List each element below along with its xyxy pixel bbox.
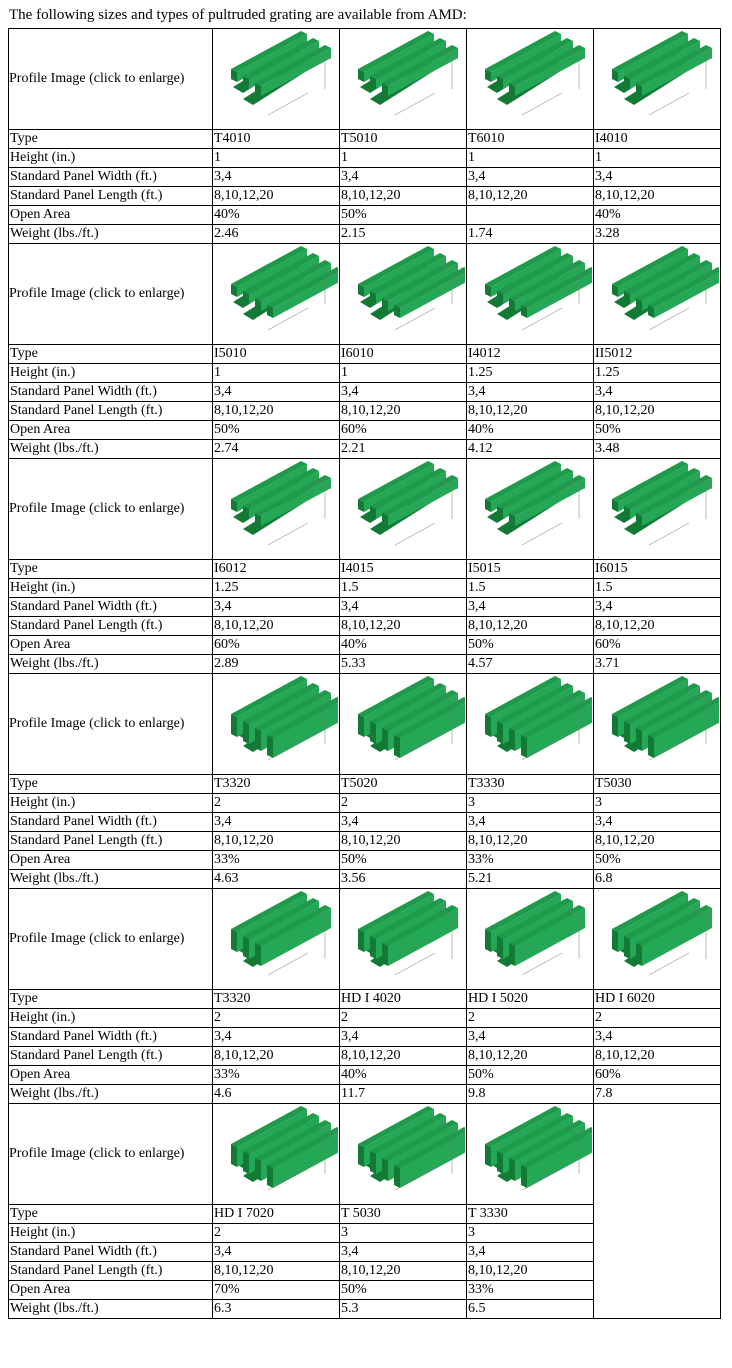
spec-cell-length: 8,10,12,20 — [594, 832, 721, 851]
profile-image-row — [9, 1104, 721, 1205]
spec-cell-weight: 11.7 — [340, 1085, 467, 1104]
row-label-width: Standard Panel Width (ft.) — [9, 168, 213, 187]
row-label-weight: Weight (lbs./ft.) — [9, 1300, 213, 1319]
spec-cell-width: 3,4 — [467, 813, 594, 832]
spec-cell-type: T 5030 — [340, 1205, 467, 1224]
spec-cell-weight: 4.57 — [467, 655, 594, 674]
grating-profile-icon — [213, 244, 338, 344]
profile-image-link[interactable] — [594, 244, 719, 344]
grating-profile-icon — [213, 29, 338, 129]
spec-row-weight — [9, 1085, 721, 1104]
profile-image-link[interactable] — [467, 674, 592, 774]
spec-row-weight — [9, 225, 721, 244]
profile-image-cell — [467, 244, 594, 345]
profile-image-cell — [340, 889, 467, 990]
spec-row-width — [9, 1028, 721, 1047]
spec-cell-open: 40% — [213, 206, 340, 225]
profile-image-link[interactable] — [467, 1104, 592, 1204]
spec-cell-height: 1 — [340, 149, 467, 168]
spec-cell-width: 3,4 — [467, 168, 594, 187]
spec-row-type — [9, 990, 721, 1009]
spec-row-length — [9, 617, 721, 636]
row-label-type: Type — [9, 130, 213, 149]
spec-cell-open: 50% — [340, 851, 467, 870]
spec-cell-open: 60% — [213, 636, 340, 655]
row-label-open: Open Area — [9, 1281, 213, 1300]
row-label-height: Height (in.) — [9, 1224, 213, 1243]
spec-cell-open: 40% — [467, 421, 594, 440]
spec-cell-weight: 6.3 — [213, 1300, 340, 1319]
spec-cell-length: 8,10,12,20 — [467, 1262, 594, 1281]
spec-cell-height: 2 — [340, 794, 467, 813]
row-label-length: Standard Panel Length (ft.) — [9, 617, 213, 636]
grating-profile-icon — [340, 889, 465, 989]
spec-cell-open: 33% — [467, 851, 594, 870]
profile-image-link[interactable] — [340, 29, 465, 129]
profile-image-cell — [594, 244, 721, 345]
spec-row-type — [9, 130, 721, 149]
spec-cell-height: 2 — [594, 1009, 721, 1028]
row-label-type: Type — [9, 990, 213, 1009]
grating-profile-icon — [340, 674, 465, 774]
spec-cell-open: 50% — [340, 206, 467, 225]
profile-image-link[interactable] — [213, 459, 338, 559]
empty-cell — [594, 1104, 721, 1319]
spec-cell-weight: 2.15 — [340, 225, 467, 244]
profile-image-row — [9, 889, 721, 990]
spec-cell-width: 3,4 — [340, 1028, 467, 1047]
profile-image-cell — [213, 244, 340, 345]
spec-row-open — [9, 421, 721, 440]
profile-image-cell — [594, 459, 721, 560]
spec-cell-type: I4015 — [340, 560, 467, 579]
row-label-open: Open Area — [9, 636, 213, 655]
profile-image-cell — [213, 29, 340, 130]
spec-cell-weight: 4.6 — [213, 1085, 340, 1104]
spec-row-weight — [9, 440, 721, 459]
spec-cell-width: 3,4 — [213, 383, 340, 402]
spec-cell-width: 3,4 — [467, 1243, 594, 1262]
profile-image-link[interactable] — [467, 459, 592, 559]
spec-row-length — [9, 1047, 721, 1066]
spec-cell-height: 1 — [213, 149, 340, 168]
profile-image-link[interactable] — [340, 244, 465, 344]
row-label-length: Standard Panel Length (ft.) — [9, 1262, 213, 1281]
row-label-open: Open Area — [9, 1066, 213, 1085]
profile-image-cell — [340, 674, 467, 775]
grating-profile-icon — [467, 244, 592, 344]
spec-cell-width: 3,4 — [340, 813, 467, 832]
spec-cell-weight: 4.12 — [467, 440, 594, 459]
spec-row-width — [9, 383, 721, 402]
spec-row-height — [9, 1009, 721, 1028]
spec-cell-height: 1 — [594, 149, 721, 168]
spec-cell-type: I5015 — [467, 560, 594, 579]
row-label-profile: Profile Image (click to enlarge) — [9, 244, 213, 345]
row-label-width: Standard Panel Width (ft.) — [9, 1243, 213, 1262]
profile-image-cell — [594, 674, 721, 775]
profile-image-cell — [340, 459, 467, 560]
grating-profile-icon — [340, 1104, 465, 1204]
row-label-profile: Profile Image (click to enlarge) — [9, 674, 213, 775]
grating-profile-icon — [467, 674, 592, 774]
spec-cell-open — [467, 206, 594, 225]
row-label-length: Standard Panel Length (ft.) — [9, 402, 213, 421]
spec-cell-length: 8,10,12,20 — [340, 187, 467, 206]
row-label-profile: Profile Image (click to enlarge) — [9, 1104, 213, 1205]
spec-cell-open: 33% — [213, 851, 340, 870]
spec-row-width — [9, 168, 721, 187]
spec-cell-open: 40% — [340, 1066, 467, 1085]
spec-cell-weight: 2.89 — [213, 655, 340, 674]
spec-cell-open: 33% — [213, 1066, 340, 1085]
profile-image-cell — [213, 889, 340, 990]
grating-profile-icon — [467, 1104, 592, 1204]
spec-cell-length: 8,10,12,20 — [213, 1047, 340, 1066]
spec-cell-height: 3 — [467, 1224, 594, 1243]
spec-row-type — [9, 560, 721, 579]
spec-cell-weight: 6.8 — [594, 870, 721, 889]
spec-cell-open: 50% — [594, 851, 721, 870]
spec-cell-open: 60% — [594, 636, 721, 655]
spec-cell-open: 40% — [340, 636, 467, 655]
spec-cell-height: 1 — [213, 364, 340, 383]
spec-cell-type: I5010 — [213, 345, 340, 364]
row-label-height: Height (in.) — [9, 794, 213, 813]
spec-cell-width: 3,4 — [213, 168, 340, 187]
row-label-weight: Weight (lbs./ft.) — [9, 655, 213, 674]
spec-cell-type: I4012 — [467, 345, 594, 364]
spec-cell-height: 2 — [213, 794, 340, 813]
spec-row-open — [9, 636, 721, 655]
spec-cell-open: 50% — [213, 421, 340, 440]
spec-cell-height: 3 — [467, 794, 594, 813]
spec-cell-width: 3,4 — [340, 168, 467, 187]
grating-profile-icon — [340, 29, 465, 129]
spec-cell-width: 3,4 — [213, 1028, 340, 1047]
profile-image-cell — [213, 674, 340, 775]
profile-image-cell — [594, 889, 721, 990]
spec-cell-width: 3,4 — [340, 383, 467, 402]
spec-cell-width: 3,4 — [594, 598, 721, 617]
spec-cell-width: 3,4 — [594, 1028, 721, 1047]
grating-profile-icon — [340, 244, 465, 344]
row-label-profile: Profile Image (click to enlarge) — [9, 889, 213, 990]
spec-row-height — [9, 794, 721, 813]
spec-cell-type: I6010 — [340, 345, 467, 364]
spec-cell-length: 8,10,12,20 — [467, 1047, 594, 1066]
spec-cell-open: 50% — [467, 1066, 594, 1085]
spec-cell-width: 3,4 — [594, 813, 721, 832]
profile-image-cell — [467, 29, 594, 130]
profile-image-link[interactable] — [213, 1104, 338, 1204]
spec-cell-weight: 2.74 — [213, 440, 340, 459]
spec-cell-type: T3320 — [213, 990, 340, 1009]
spec-cell-height: 2 — [467, 1009, 594, 1028]
row-label-weight: Weight (lbs./ft.) — [9, 1085, 213, 1104]
profile-image-cell — [340, 29, 467, 130]
spec-cell-length: 8,10,12,20 — [340, 402, 467, 421]
row-label-height: Height (in.) — [9, 579, 213, 598]
spec-cell-height: 3 — [594, 794, 721, 813]
spec-cell-length: 8,10,12,20 — [213, 1262, 340, 1281]
profile-image-row — [9, 674, 721, 775]
spec-row-height — [9, 149, 721, 168]
grating-profile-icon — [213, 889, 338, 989]
row-label-height: Height (in.) — [9, 364, 213, 383]
spec-row-width — [9, 813, 721, 832]
spec-cell-type: HD I 4020 — [340, 990, 467, 1009]
profile-image-link[interactable] — [467, 244, 592, 344]
spec-cell-length: 8,10,12,20 — [213, 617, 340, 636]
spec-cell-length: 8,10,12,20 — [340, 1047, 467, 1066]
spec-cell-open: 40% — [594, 206, 721, 225]
spec-cell-weight: 4.63 — [213, 870, 340, 889]
spec-row-length — [9, 832, 721, 851]
grating-profile-icon — [594, 889, 719, 989]
spec-row-open — [9, 1066, 721, 1085]
spec-cell-type: T3330 — [467, 775, 594, 794]
spec-cell-type: I4010 — [594, 130, 721, 149]
spec-cell-length: 8,10,12,20 — [213, 187, 340, 206]
spec-cell-weight: 3.48 — [594, 440, 721, 459]
grating-profile-icon — [213, 674, 338, 774]
profile-image-cell — [340, 1104, 467, 1205]
spec-cell-length: 8,10,12,20 — [467, 832, 594, 851]
spec-cell-height: 1 — [467, 149, 594, 168]
grating-profile-icon — [594, 459, 719, 559]
spec-cell-weight: 5.33 — [340, 655, 467, 674]
profile-image-link[interactable] — [594, 674, 719, 774]
grating-profile-icon — [467, 29, 592, 129]
grating-profile-icon — [213, 1104, 338, 1204]
spec-row-open — [9, 206, 721, 225]
spec-cell-weight: 3.56 — [340, 870, 467, 889]
grating-profile-icon — [467, 889, 592, 989]
spec-cell-width: 3,4 — [340, 598, 467, 617]
row-label-open: Open Area — [9, 851, 213, 870]
profile-image-cell — [340, 244, 467, 345]
spec-cell-weight: 1.74 — [467, 225, 594, 244]
spec-cell-weight: 2.21 — [340, 440, 467, 459]
spec-cell-length: 8,10,12,20 — [340, 832, 467, 851]
row-label-width: Standard Panel Width (ft.) — [9, 383, 213, 402]
spec-cell-type: T4010 — [213, 130, 340, 149]
row-label-open: Open Area — [9, 421, 213, 440]
spec-row-type — [9, 345, 721, 364]
spec-cell-open: 50% — [594, 421, 721, 440]
spec-cell-open: 60% — [340, 421, 467, 440]
profile-image-row — [9, 244, 721, 345]
spec-cell-weight: 7.8 — [594, 1085, 721, 1104]
row-label-length: Standard Panel Length (ft.) — [9, 187, 213, 206]
profile-image-link[interactable] — [594, 889, 719, 989]
profile-image-row — [9, 459, 721, 560]
profile-image-cell — [213, 1104, 340, 1205]
spec-cell-height: 1.5 — [594, 579, 721, 598]
spec-cell-weight: 5.3 — [340, 1300, 467, 1319]
spec-cell-length: 8,10,12,20 — [594, 1047, 721, 1066]
spec-cell-weight: 3.71 — [594, 655, 721, 674]
profile-image-link[interactable] — [340, 674, 465, 774]
grating-table — [8, 28, 721, 1319]
row-label-type: Type — [9, 775, 213, 794]
row-label-length: Standard Panel Length (ft.) — [9, 1047, 213, 1066]
spec-cell-type: HD I 5020 — [467, 990, 594, 1009]
profile-image-link[interactable] — [213, 244, 338, 344]
spec-cell-height: 2 — [213, 1009, 340, 1028]
row-label-height: Height (in.) — [9, 1009, 213, 1028]
row-label-width: Standard Panel Width (ft.) — [9, 813, 213, 832]
row-label-type: Type — [9, 345, 213, 364]
spec-cell-type: I6015 — [594, 560, 721, 579]
row-label-width: Standard Panel Width (ft.) — [9, 598, 213, 617]
row-label-width: Standard Panel Width (ft.) — [9, 1028, 213, 1047]
row-label-profile: Profile Image (click to enlarge) — [9, 459, 213, 560]
spec-cell-open: 50% — [340, 1281, 467, 1300]
spec-cell-length: 8,10,12,20 — [467, 187, 594, 206]
grating-profile-icon — [594, 244, 719, 344]
spec-cell-width: 3,4 — [467, 1028, 594, 1047]
spec-cell-weight: 6.5 — [467, 1300, 594, 1319]
spec-cell-type: T5030 — [594, 775, 721, 794]
profile-image-link[interactable] — [340, 459, 465, 559]
grating-profile-icon — [213, 459, 338, 559]
row-label-open: Open Area — [9, 206, 213, 225]
spec-cell-width: 3,4 — [594, 168, 721, 187]
profile-image-cell — [467, 459, 594, 560]
spec-cell-length: 8,10,12,20 — [594, 402, 721, 421]
spec-cell-weight: 9.8 — [467, 1085, 594, 1104]
spec-cell-type: HD I 7020 — [213, 1205, 340, 1224]
profile-image-link[interactable] — [467, 29, 592, 129]
profile-image-row — [9, 29, 721, 130]
profile-image-cell — [213, 459, 340, 560]
spec-cell-type: T3320 — [213, 775, 340, 794]
spec-cell-type: T 3330 — [467, 1205, 594, 1224]
spec-cell-weight: 3.28 — [594, 225, 721, 244]
profile-image-cell — [467, 889, 594, 990]
grating-profile-icon — [594, 29, 719, 129]
spec-cell-height: 1 — [340, 364, 467, 383]
spec-cell-height: 1.25 — [594, 364, 721, 383]
spec-cell-length: 8,10,12,20 — [594, 617, 721, 636]
profile-image-link[interactable] — [213, 29, 338, 129]
spec-cell-open: 33% — [467, 1281, 594, 1300]
spec-cell-weight: 5.21 — [467, 870, 594, 889]
spec-row-length — [9, 402, 721, 421]
row-label-length: Standard Panel Length (ft.) — [9, 832, 213, 851]
spec-cell-height: 2 — [340, 1009, 467, 1028]
row-label-weight: Weight (lbs./ft.) — [9, 225, 213, 244]
spec-cell-type: T5010 — [340, 130, 467, 149]
profile-image-cell — [467, 1104, 594, 1205]
profile-image-link[interactable] — [340, 889, 465, 989]
spec-row-weight — [9, 870, 721, 889]
spec-cell-weight: 2.46 — [213, 225, 340, 244]
spec-cell-length: 8,10,12,20 — [213, 402, 340, 421]
grating-profile-icon — [340, 459, 465, 559]
spec-cell-open: 60% — [594, 1066, 721, 1085]
spec-row-width — [9, 598, 721, 617]
profile-image-link[interactable] — [340, 1104, 465, 1204]
spec-cell-length: 8,10,12,20 — [340, 617, 467, 636]
profile-image-link[interactable] — [594, 459, 719, 559]
row-label-weight: Weight (lbs./ft.) — [9, 870, 213, 889]
spec-cell-height: 1.5 — [467, 579, 594, 598]
profile-image-cell — [594, 29, 721, 130]
spec-row-open — [9, 851, 721, 870]
row-label-type: Type — [9, 560, 213, 579]
profile-image-link[interactable] — [213, 674, 338, 774]
row-label-profile: Profile Image (click to enlarge) — [9, 29, 213, 130]
spec-cell-height: 2 — [213, 1224, 340, 1243]
row-label-weight: Weight (lbs./ft.) — [9, 440, 213, 459]
profile-image-link[interactable] — [594, 29, 719, 129]
spec-cell-length: 8,10,12,20 — [467, 402, 594, 421]
spec-row-height — [9, 579, 721, 598]
spec-row-weight — [9, 655, 721, 674]
grating-profile-icon — [467, 459, 592, 559]
spec-cell-width: 3,4 — [340, 1243, 467, 1262]
spec-cell-width: 3,4 — [467, 598, 594, 617]
spec-row-type — [9, 775, 721, 794]
spec-cell-height: 1.5 — [340, 579, 467, 598]
spec-cell-width: 3,4 — [213, 813, 340, 832]
profile-image-link[interactable] — [213, 889, 338, 989]
spec-cell-width: 3,4 — [213, 1243, 340, 1262]
spec-cell-open: 50% — [467, 636, 594, 655]
row-label-type: Type — [9, 1205, 213, 1224]
grating-profile-icon — [594, 674, 719, 774]
spec-cell-length: 8,10,12,20 — [467, 617, 594, 636]
spec-cell-length: 8,10,12,20 — [340, 1262, 467, 1281]
spec-row-length — [9, 187, 721, 206]
spec-row-height — [9, 364, 721, 383]
profile-image-cell — [467, 674, 594, 775]
spec-cell-type: II5012 — [594, 345, 721, 364]
spec-cell-height: 1.25 — [213, 579, 340, 598]
spec-cell-open: 70% — [213, 1281, 340, 1300]
spec-cell-height: 3 — [340, 1224, 467, 1243]
row-label-height: Height (in.) — [9, 149, 213, 168]
spec-cell-type: HD I 6020 — [594, 990, 721, 1009]
spec-cell-type: T6010 — [467, 130, 594, 149]
spec-cell-length: 8,10,12,20 — [213, 832, 340, 851]
spec-cell-width: 3,4 — [213, 598, 340, 617]
spec-cell-length: 8,10,12,20 — [594, 187, 721, 206]
spec-cell-width: 3,4 — [594, 383, 721, 402]
spec-cell-type: I6012 — [213, 560, 340, 579]
profile-image-link[interactable] — [467, 889, 592, 989]
spec-cell-height: 1.25 — [467, 364, 594, 383]
spec-cell-width: 3,4 — [467, 383, 594, 402]
intro-text: The following sizes and types of pultruded grating are available from AMD: — [9, 7, 467, 23]
spec-cell-type: T5020 — [340, 775, 467, 794]
